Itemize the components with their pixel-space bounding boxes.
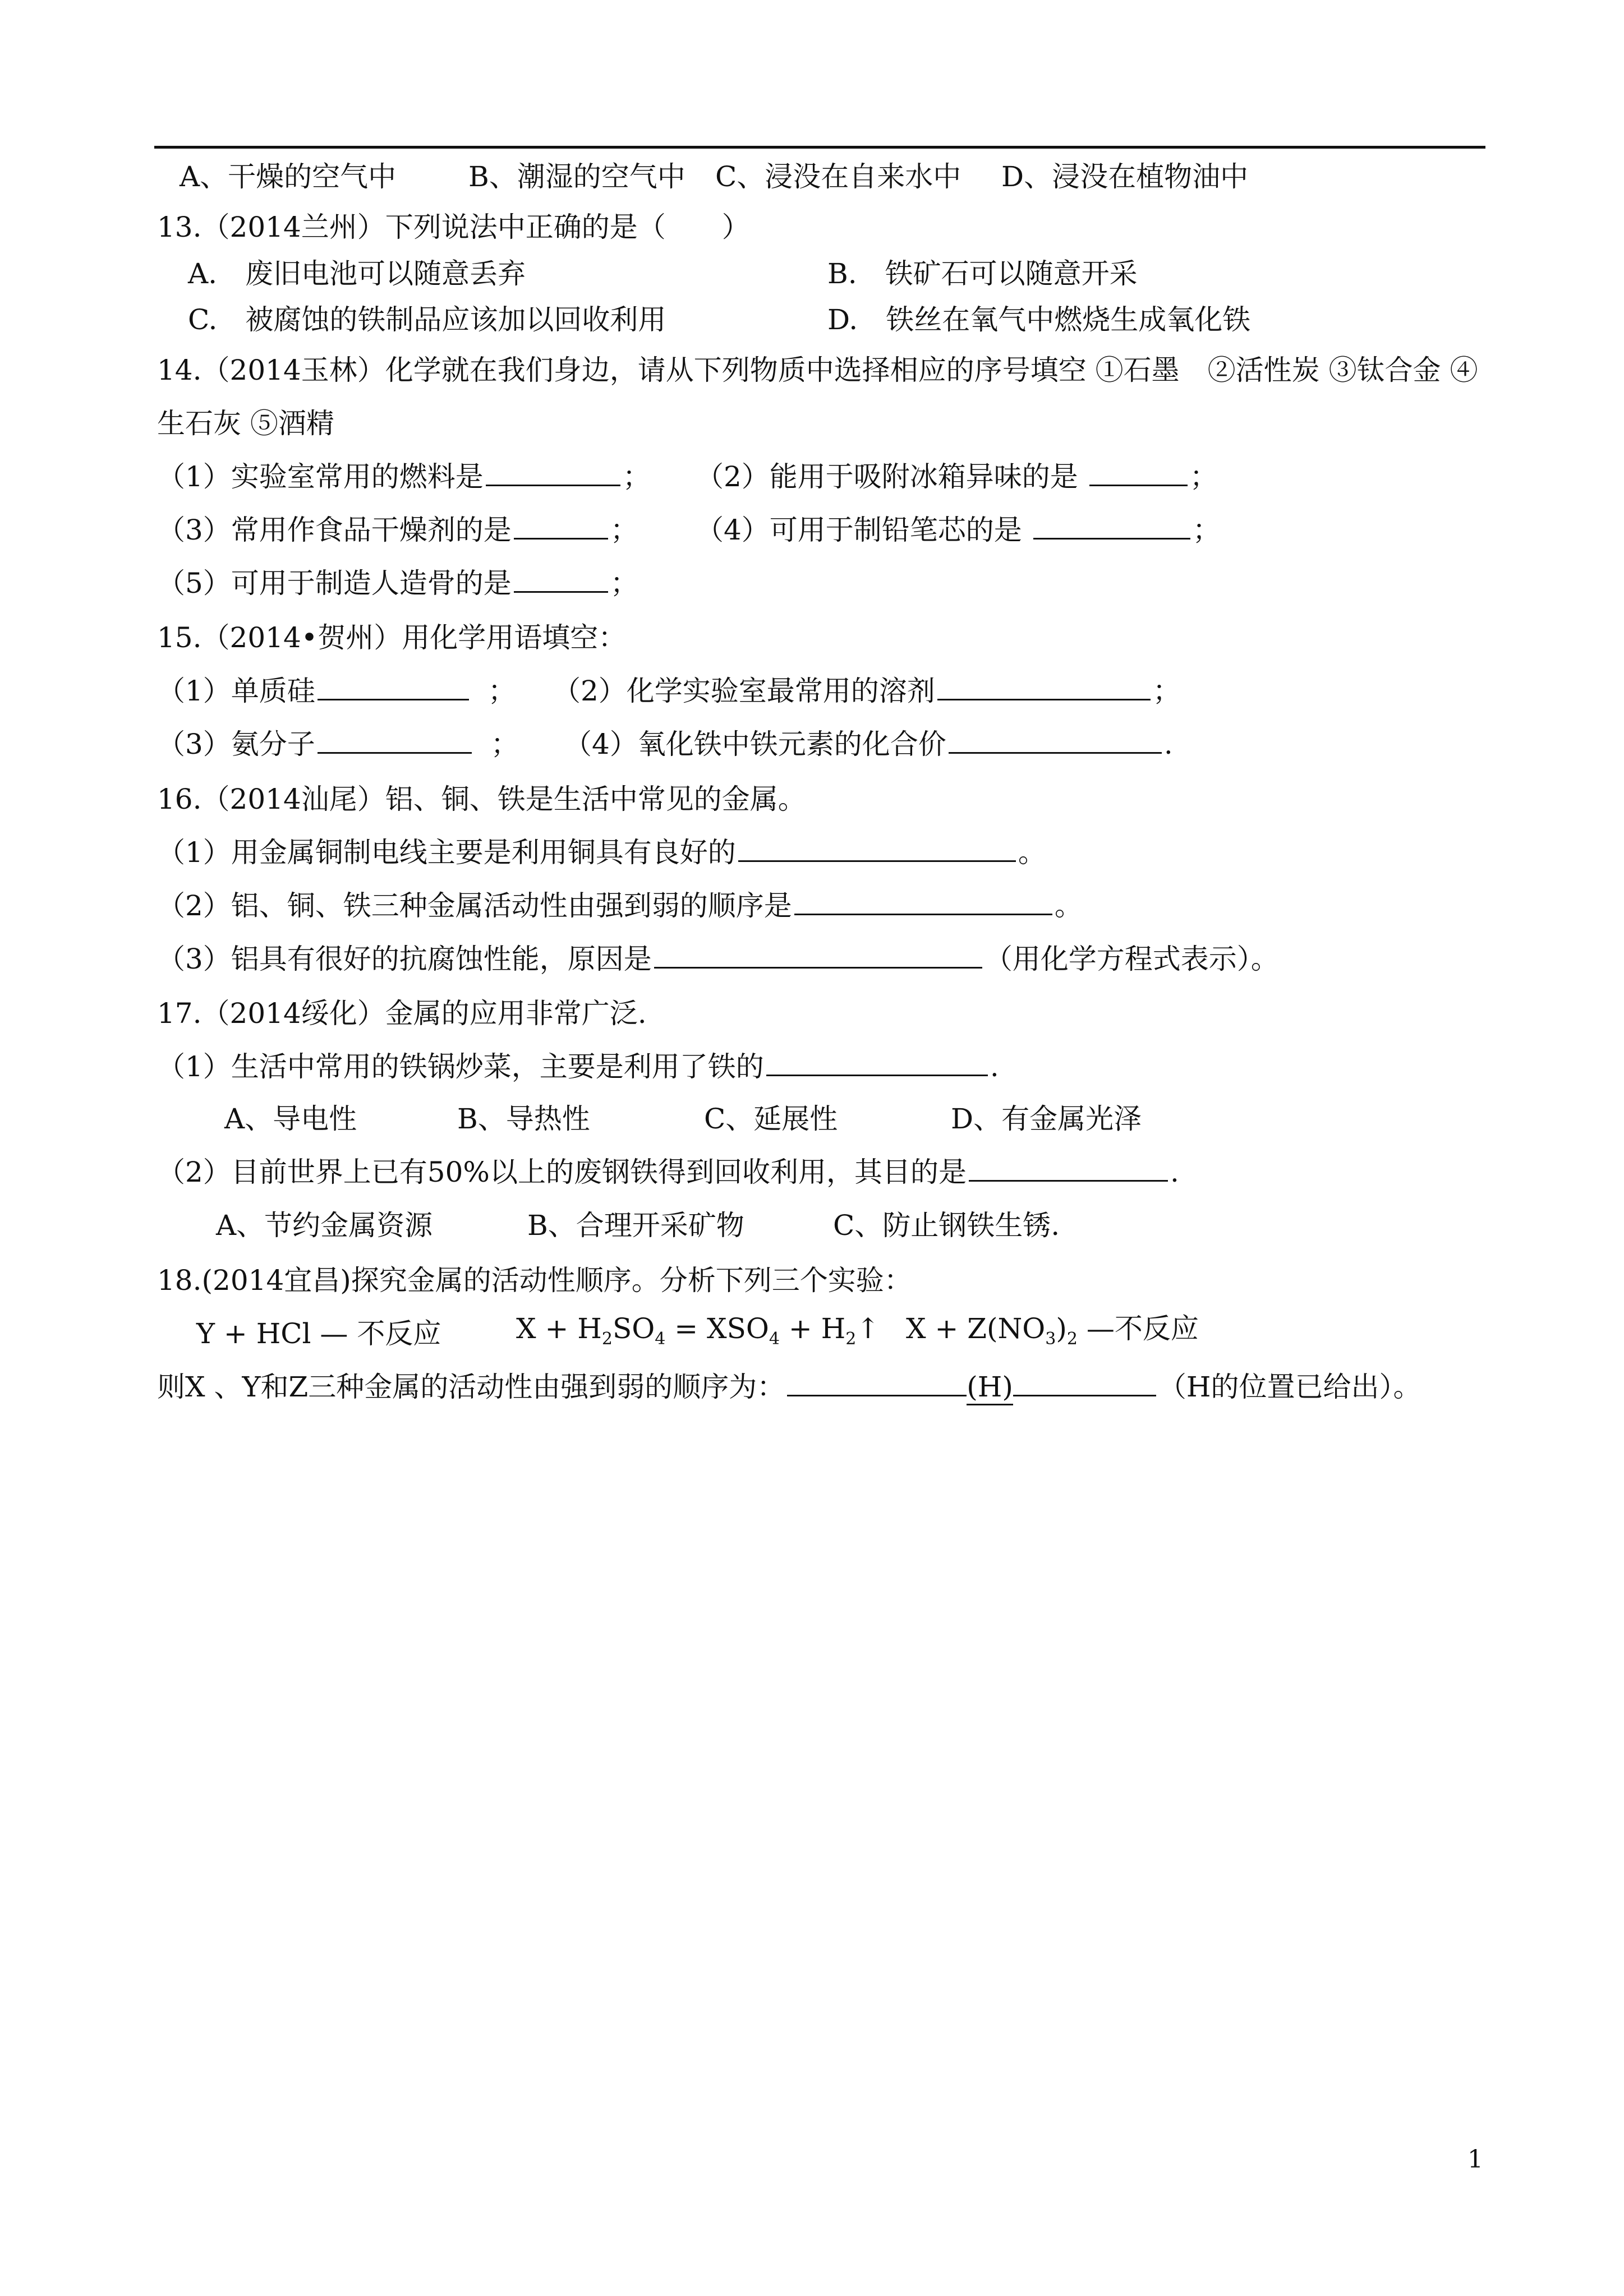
q17-p1-option-d: D、有金属光泽 [951, 1103, 1142, 1135]
q16-p1-text: （1）用金属铜制电线主要是利用铜具有良好的 [157, 836, 736, 869]
q17-p2-option-a: A、节约金属资源 [216, 1209, 433, 1242]
q16-p2-blank[interactable] [794, 888, 1052, 915]
q18-stem: 18.(2014宜昌)探究金属的活动性顺序。分析下列三个实验： [157, 1264, 912, 1297]
q12-option-c: C、浸没在自来水中 [715, 160, 961, 193]
q15-sep: ； [487, 675, 516, 707]
q15-p3-text: （3）氨分子 [157, 728, 315, 760]
q16-p2-text: （2）铝、铜、铁三种金属活动性由强到弱的顺序是 [157, 889, 792, 922]
q18-answer-blank-right[interactable] [1013, 1369, 1156, 1396]
q17-p1-text: （1）生活中常用的铁锅炒菜，主要是利用了铁的 [157, 1050, 764, 1083]
q18-experiment-2: $X + H_2SO_4 = XSO_4$ + $H_2↑$ [516, 1312, 880, 1349]
q14-p2-blank[interactable] [1089, 459, 1188, 486]
q13-option-a: A. 废旧电池可以随意丢弃 [188, 257, 526, 290]
q14-p1-text: （1）实验室常用的燃料是 [157, 460, 484, 493]
q15-p4-blank[interactable] [949, 726, 1162, 754]
q17-end: . [990, 1050, 999, 1083]
q14-stem-2: 生石灰 ⑤酒精 [157, 407, 334, 440]
q16-end: 。 [1054, 889, 1083, 922]
q15-stem: 15.（2014•贺州）用化学用语填空： [157, 621, 627, 654]
q15-p1-blank[interactable] [318, 673, 469, 700]
q17-stem: 17.（2014绥化）金属的应用非常广泛. [157, 997, 647, 1030]
q13-option-c: C. 被腐蚀的铁制品应该加以回收利用 [188, 303, 666, 336]
q18-answer-suffix: （H的位置已给出）。 [1158, 1371, 1421, 1403]
q13-option-d: D. 铁丝在氧气中燃烧生成氧化铁 [827, 303, 1251, 336]
q15-end: . [1163, 728, 1173, 760]
q15-p4-text: （4）氧化铁中铁元素的化合价 [564, 728, 946, 760]
q17-p2-option-c: C、防止钢铁生锈. [833, 1209, 1060, 1242]
q15-p1-text: （1）单质硅 [157, 675, 315, 707]
q16-p3-blank[interactable] [654, 941, 982, 969]
q14-sep: ； [1189, 460, 1218, 493]
q18-h-label: (H) [967, 1370, 1013, 1405]
q17-p1-option-b: B、导热性 [457, 1103, 590, 1135]
q17-p1-blank[interactable] [766, 1049, 988, 1076]
q15-sep: ； [490, 728, 519, 760]
q16-p3-text: （3）铝具有很好的抗腐蚀性能，原因是 [157, 943, 652, 975]
q14-p5-blank[interactable] [514, 565, 608, 593]
q12-option-a: A、干燥的空气中 [180, 160, 397, 193]
q16-p3-tail: （用化学方程式表示）。 [984, 943, 1279, 975]
q14-p2-text: （2）能用于吸附冰箱异味的是 [696, 460, 1078, 493]
q12-option-b: B、潮湿的空气中 [468, 160, 686, 193]
q17-p2-option-b: B、合理开采矿物 [527, 1209, 744, 1242]
q18-answer-blank-left[interactable] [787, 1369, 967, 1396]
q17-end: . [1170, 1156, 1179, 1188]
q16-stem: 16.（2014汕尾）铝、铜、铁是生活中常见的金属。 [157, 783, 806, 815]
q17-p1-option-a: A、导电性 [224, 1103, 357, 1135]
q14-p5-text: （5）可用于制造人造骨的是 [157, 567, 512, 600]
q18-experiment-3: $X + Z(NO_3)_2$ —不反应 [906, 1312, 1199, 1349]
q15-p2-text: （2）化学实验室最常用的溶剂 [553, 675, 935, 707]
q14-sep: ； [610, 514, 638, 546]
q14-p3-blank[interactable] [514, 512, 608, 540]
q14-stem-1: 14.（2014玉林）化学就在我们身边，请从下列物质中选择相应的序号填空 ①石墨 ②活性炭 ③钛合金 ④ [157, 354, 1478, 386]
page-number: 1 [1467, 2145, 1483, 2174]
q15-p3-blank[interactable] [318, 726, 472, 754]
q14-p1-blank[interactable] [486, 459, 620, 486]
q14-p4-blank[interactable] [1033, 512, 1190, 540]
q14-p4-text: （4）可用于制铅笔芯的是 [696, 514, 1022, 546]
q18-experiment-1: Y + HCl — 不反应 [196, 1317, 441, 1350]
q13-option-b: B. 铁矿石可以随意开采 [827, 257, 1138, 290]
header-rule [154, 146, 1485, 149]
q16-end: 。 [1018, 836, 1046, 869]
q17-p1-option-c: C、延展性 [704, 1103, 838, 1135]
q17-p2-text: （2）目前世界上已有50%以上的废钢铁得到回收利用，其目的是 [157, 1156, 967, 1188]
q18-answer-prefix: 则X 、Y和Z三种金属的活动性由强到弱的顺序为： [157, 1371, 785, 1403]
q17-p2-blank[interactable] [969, 1154, 1168, 1182]
q12-option-d: D、浸没在植物油中 [1001, 160, 1249, 193]
q14-sep: ； [1192, 514, 1221, 546]
q14-sep: ； [610, 567, 638, 600]
q15-p2-blank[interactable] [937, 673, 1151, 700]
q14-sep: ； [622, 460, 651, 493]
q14-p3-text: （3）常用作食品干燥剂的是 [157, 514, 512, 546]
q13-stem: 13.（2014兰州）下列说法中正确的是（ ） [157, 211, 750, 243]
q16-p1-blank[interactable] [738, 835, 1016, 862]
q15-sep: ； [1152, 675, 1181, 707]
